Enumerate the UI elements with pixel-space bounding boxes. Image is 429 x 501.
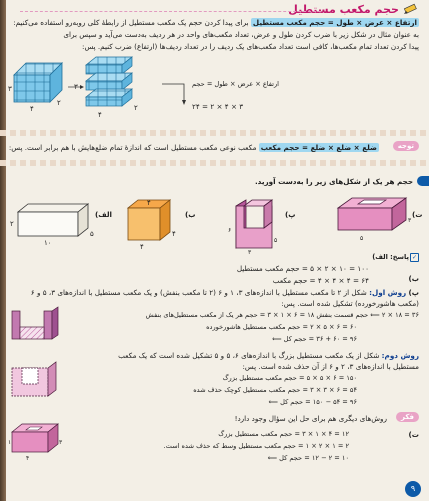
t-calc-1: ۱۲ = ۴ × ۱ × ۳ = حجم مکعب مستطیل بزرگ bbox=[218, 430, 349, 438]
label-t: (ت bbox=[412, 210, 423, 219]
svg-text:۵: ۵ bbox=[90, 230, 94, 238]
method1-figure bbox=[8, 305, 60, 347]
volume-formula: ارتفاع × عرض × طول = حجم مکعب مستطیل bbox=[252, 18, 417, 27]
t-calc-3: ۱۰ = ۲ − ۱۲ = حجم کل ⟸ bbox=[267, 454, 349, 462]
question-figures-row bbox=[8, 192, 420, 256]
answer-check-icon: ✓ bbox=[411, 254, 418, 261]
figure-d bbox=[338, 198, 412, 242]
t-dim-3: ۱ bbox=[8, 439, 12, 446]
svg-text:۲: ۲ bbox=[134, 104, 138, 112]
t-dim-1: ۴ bbox=[26, 455, 30, 462]
method2: روش دوم: شکل از یک مکعب مستطیل بزرگ با اندازه‌های ۶، ۵ و ۵ تشکیل شده است که یک مکعب bbox=[118, 351, 419, 360]
label-b: (ب bbox=[185, 210, 196, 219]
page-number: ۹ bbox=[405, 481, 421, 497]
think-text: روش‌های دیگری هم برای حل این سؤال وجود دارد! bbox=[234, 414, 387, 423]
method2-calc-2: ۵۴ = ۶ × ۳ × ۳ = حجم مکعب مستطیل کوچک حذف شده bbox=[193, 386, 357, 394]
dim-height-label: ۳ bbox=[8, 85, 12, 93]
svg-text:۶: ۶ bbox=[228, 227, 232, 234]
method1-calc-1: ۳۶ = ۱۸ × ۲ ⟸ حجم قسمت بنفش ۱۸ = ۶ × ۱ × ۳ = حجم هر یک از مکعب مستطیل‌های بنفش bbox=[145, 311, 419, 319]
svg-text:۴: ۴ bbox=[98, 111, 102, 119]
example-unit-cubes-figure bbox=[8, 55, 158, 133]
answer-header: پاسخ: الف) bbox=[372, 253, 409, 261]
method1: پ) روش اول: شکل از ۲ تا مکعب مستطیل با اندازه‌های ۳، ۱ و ۶ (۲ تا مکعب بنفش) و یک مکعب مستطیل با اندازه‌های ۳، ۵ و ۶ bbox=[30, 288, 419, 297]
book-spine bbox=[0, 0, 6, 501]
figure-a bbox=[10, 204, 94, 247]
method1-calc-2: ۶۰ = ۶ × ۵ × ۲ = حجم مکعب مستطیل هاشورخورده bbox=[206, 323, 357, 331]
answer-b: ۶۴ = ۴ × ۴ × ۴ = حجم مکعب bbox=[272, 276, 369, 285]
section-title: حجم مکعب مستطیل bbox=[288, 3, 399, 16]
example-result: ۳ × ۴ × ۲ = ۲۴ bbox=[192, 102, 244, 111]
method1-calc-3: ۹۶ = ۶۰ + ۳۶ = حجم کل ⟸ bbox=[272, 335, 357, 343]
question-marker bbox=[417, 176, 429, 186]
svg-text:۵: ۵ bbox=[360, 235, 364, 242]
method2-figure bbox=[8, 360, 60, 402]
label-p: (پ bbox=[285, 210, 296, 219]
answer-a: ۱۰۰ = ۱۰ × ۲ × ۵ = حجم مکعب مستطیل bbox=[236, 264, 369, 273]
svg-text:۳: ۳ bbox=[408, 217, 412, 224]
svg-text:۴: ۴ bbox=[140, 243, 144, 251]
method2-calc-3: ۹۶ = ۵۴ − ۱۵۰ = حجم کل ⟸ bbox=[268, 398, 357, 406]
t-dim-2: ۳ bbox=[59, 439, 63, 446]
think-badge: فکر bbox=[396, 412, 419, 422]
arrow-icon bbox=[160, 80, 190, 108]
svg-text:۴: ۴ bbox=[147, 199, 151, 207]
note-text: ضلع × ضلع × ضلع = حجم مکعب مکعب نوعی مکعب مستطیل است که اندازهٔ تمام ضلع‌هایش با هم برابر است. پس: bbox=[8, 143, 377, 152]
method1-line2: (مکعب هاشورخورده) تشکیل شده است. پس: bbox=[281, 299, 419, 308]
example-formula-label: ارتفاع × عرض × طول = حجم bbox=[192, 80, 279, 88]
section-separator-2 bbox=[0, 160, 429, 166]
svg-text:۱۰: ۱۰ bbox=[44, 239, 52, 247]
svg-text:۴: ۴ bbox=[172, 230, 176, 238]
figure-b bbox=[128, 199, 176, 251]
svg-text:۳: ۳ bbox=[74, 83, 78, 91]
intro-line-1: ارتفاع × عرض × طول = حجم مکعب مستطیل برای پیدا کردن حجم یک مکعب مستطیل از رابطهٔ کلی روبه‌رو استفاده می‌کنیم: bbox=[13, 18, 417, 27]
question-title: حجم هر یک از شکل‌های زیر را به‌دست آورید. bbox=[254, 177, 413, 186]
svg-text:۳: ۳ bbox=[248, 249, 252, 256]
figure-c bbox=[228, 200, 277, 256]
t-calc-2: ۲ = ۱ × ۲ × ۱ = حجم مکعب مستطیل وسط که حذف شده است. bbox=[163, 442, 349, 450]
answer-t-figure bbox=[8, 420, 64, 462]
pencil-icon bbox=[403, 2, 419, 16]
label-a: (الف bbox=[95, 210, 113, 219]
method2-calc-1: ۱۵۰ = ۶ × ۵ × ۵ = حجم مکعب مستطیل بزرگ bbox=[222, 374, 357, 382]
header-divider bbox=[20, 11, 321, 12]
intro-line-2: به عنوان مثال در شکل زیر با ضرب کردن طول و عرض، تعداد مکعب‌های واحد در هر ردیف به‌دست می‌آید و سپس برای bbox=[63, 30, 419, 39]
note-badge: توجه bbox=[393, 141, 419, 151]
method2-line2: مستطیل با اندازه‌های ۳، ۲ و ۶ از آن حذف شده است. پس: bbox=[242, 362, 419, 371]
dim-width-label: ۴ bbox=[30, 105, 34, 113]
answer-t-label: ت) bbox=[408, 430, 419, 439]
section-separator bbox=[0, 130, 429, 136]
intro-line-3: پیدا کردن تعداد تمام مکعب‌ها، کافی است تعداد مکعب‌های یک ردیف را در تعداد ردیف‌ها (ارتفاع) ضرب کنیم. پس: bbox=[82, 42, 419, 51]
dim-depth-label: ۲ bbox=[57, 99, 61, 107]
answer-b-label: ب) bbox=[408, 274, 419, 283]
svg-text:۲: ۲ bbox=[10, 220, 14, 228]
cube-volume-formula: ضلع × ضلع × ضلع = حجم مکعب bbox=[260, 143, 377, 152]
svg-text:۵: ۵ bbox=[274, 237, 278, 244]
